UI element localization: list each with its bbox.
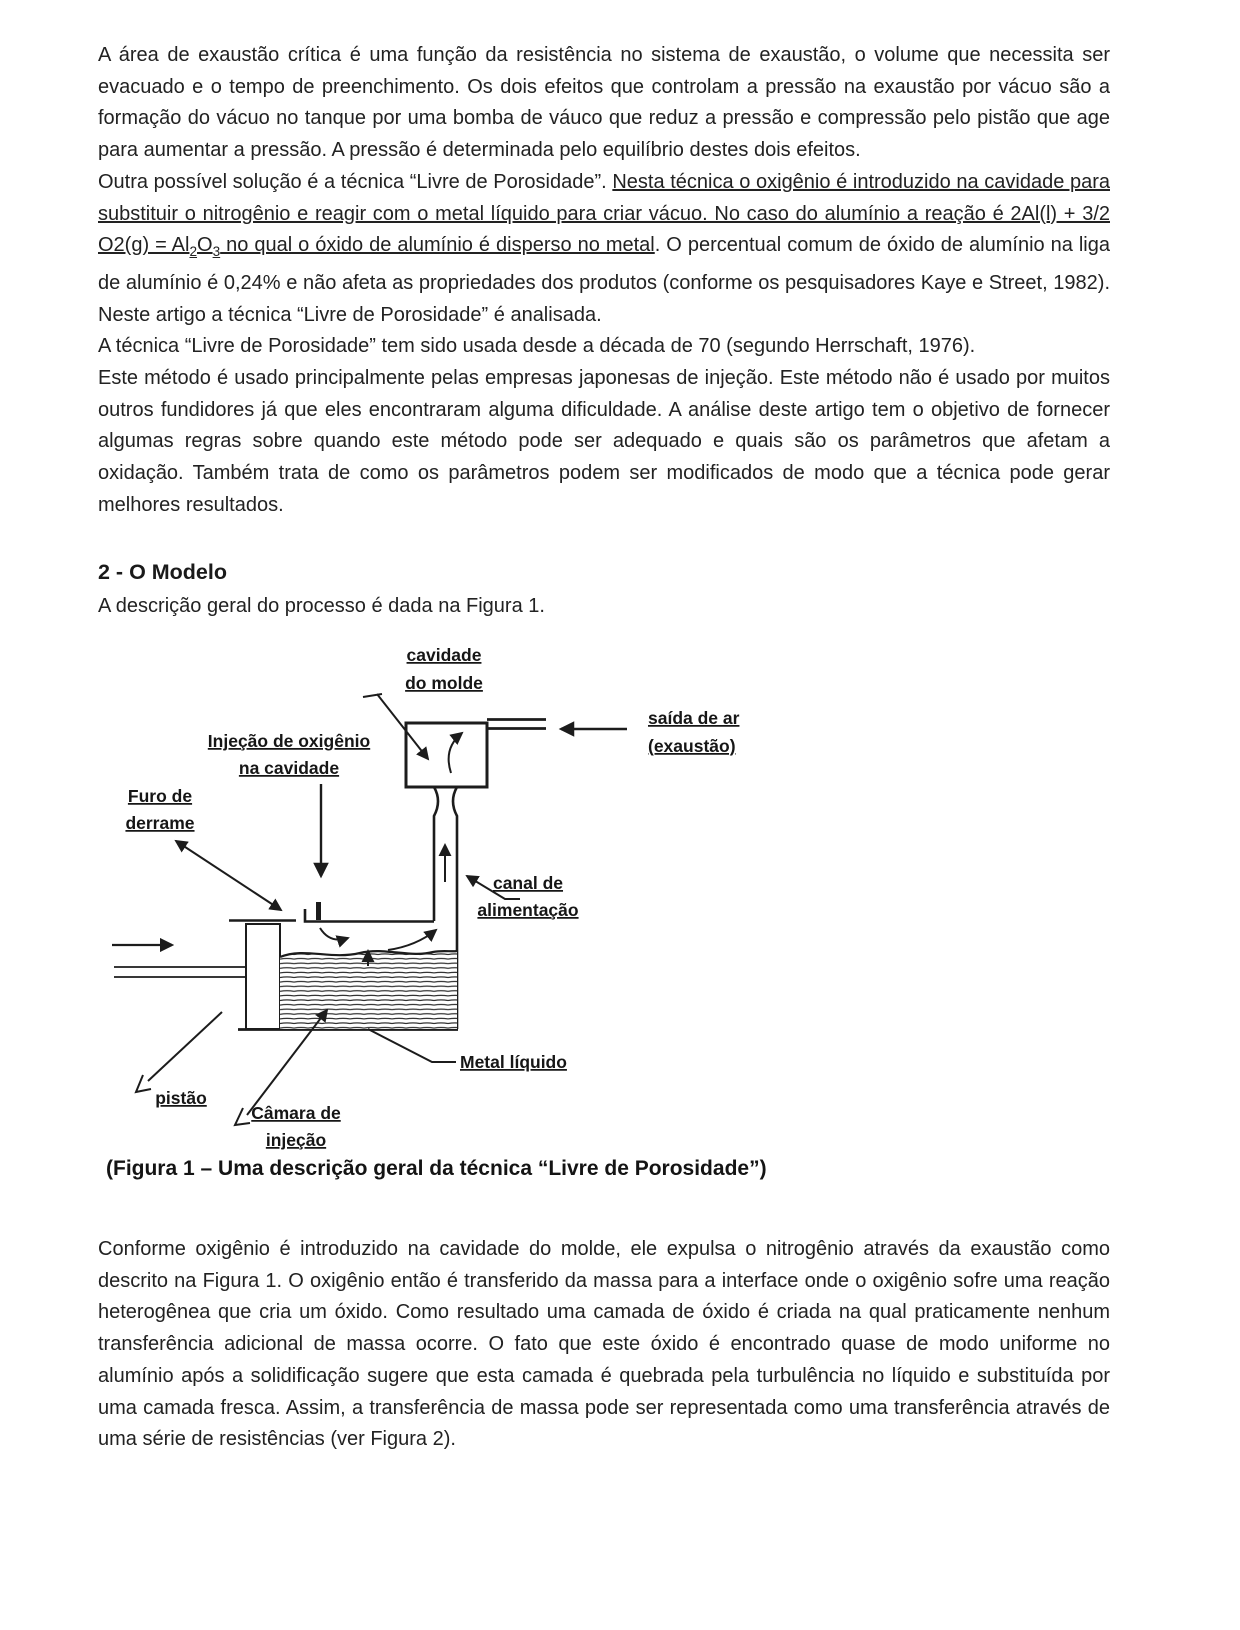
chamber-gas-curve-right [388,930,436,950]
paragraph-3: A técnica “Livre de Porosidade” tem sido usada desde a década de 70 (segundo Herrschaft, 1976). [98,335,976,358]
piston-block [246,924,280,1029]
paragraph-2: Outra possível solução é a técnica “Livre de Porosidade”. Nesta técnica o oxigênio é introduzido na cavidade para substituir o nitrogênio e reagir com o metal líquido para criar vácuo. No caso do alumínio a reação é 2Al(l) + 3/2 $O2(g) = Al_2O_3$ no qual o óxido de alumínio é disperso no metal. O percentual comum de óxido de alumínio na liga de alumínio é 0,24% e não afeta as propriedades dos produtos (conforme os pesquisadores Kaye e Street, 1982). Neste artigo a técnica “Livre de Porosidade” é analisada. [98,170,1110,326]
liquid-metal-leader-line [368,1029,456,1062]
label-injecao-oxigenio-2: na cavidade [238,758,340,778]
label-pistao: pistão [155,1088,207,1108]
section-intro: A descrição geral do processo é dada na Figura 1. [98,595,545,617]
figure-1-diagram [95,630,765,1155]
label-furo-de-derrame-2: derrame [125,813,195,833]
label-canal-de-alimentacao: canal de [492,873,564,893]
label-cavidade-do-molde: cavidade [406,645,482,665]
mold-cavity-box [406,720,546,788]
figure-1-caption: (Figura 1 – Uma descrição geral da técnica “Livre de Porosidade”) [106,1157,767,1180]
piston-leader-line [136,1012,222,1092]
body-text-top [98,40,1110,522]
section-heading: 2 - O Modelo [98,560,227,584]
label-canal-de-alimentacao-2: alimentação [477,900,579,920]
label-camara-de-injecao: Câmara de [251,1103,341,1123]
paragraph-4: Este método é usado principalmente pelas empresas japonesas de injeção. Este método não é usado por muitos outros fundidores já que eles encontraram alguma dificuldade. A análise deste artigo tem o objetivo de fornecer algumas regras sobre quando este método pode ser adequado e quais são os parâmetros que afetam a oxidação. Também trata de como os parâmetros podem ser modificados de modo que a técnica pode gerar melhores resultados. [98,367,1110,516]
label-camara-de-injecao-2: injeção [265,1130,327,1150]
label-saida-de-ar: saída de ar [648,708,740,728]
label-injecao-oxigenio: Injeção de oxigênio [207,731,371,751]
cavity-gas-curve-arrow [449,733,462,773]
label-furo-de-derrame: Furo de [127,786,193,806]
label-cavidade-do-molde-2: do molde [405,673,483,693]
chamber-gas-curve-left [320,928,348,940]
label-saida-de-ar-2: (exaustão) [648,736,736,756]
paragraph-1: A área de exaustão crítica é uma função da resistência no sistema de exaustão, o volume que necessita ser evacuado e o tempo de preenchimento. Os dois efeitos que controlam a pressão na exaustão por vácuo são a formação do vácuo no tanque por uma bomba de váuco que reduz a pressão e compressão pelo pistão que age para aumentar a pressão. A pressão é determinada pelo equilíbrio destes dois efeitos. [98,44,1110,162]
cavity-leader-arrow [363,694,428,759]
pour-hole-leader-arrow [176,841,281,910]
body-text-bottom [98,1234,1110,1456]
label-metal-liquido: Metal líquido [460,1052,567,1072]
piston-rod-lines [112,945,246,977]
paragraph-5: Conforme oxigênio é introduzido na cavidade do molde, ele expulsa o nitrogênio através da exaustão como descrito na Figura 1. O oxigênio então é transferido da massa para a interface onde o oxigênio sofre uma reação heterogênea que cria um óxido. Como resultado uma camada de óxido é criada na qual praticamente nenhum transferência adicional de massa ocorre. O fato que este óxido é encontrado quase de modo uniforme no alumínio após a solidificação sugere que esta camada é quebrada pela turbulência no líquido e substituída por uma camada fresca. Assim, a transferência de massa pode ser representada como uma transferência através de uma série de resistências (ver Figura 2). [98,1238,1110,1451]
